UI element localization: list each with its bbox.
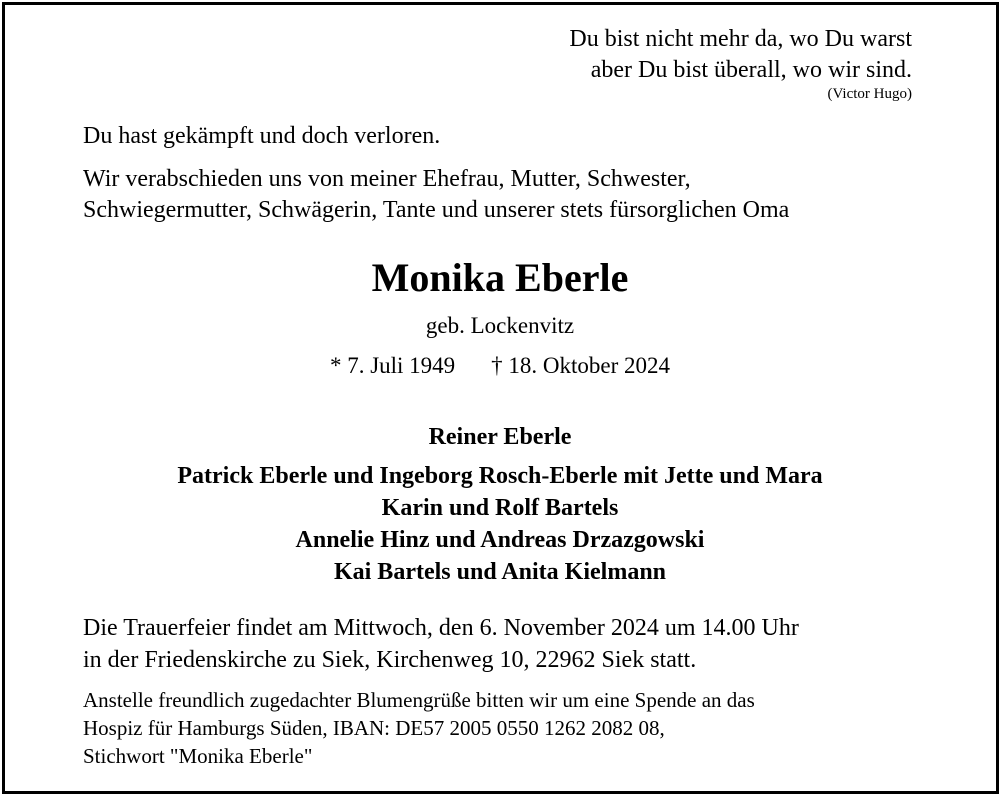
birth-date: * 7. Juli 1949 — [329, 353, 456, 378]
donation-line-2: Hospiz für Hamburgs Süden, IBAN: DE57 2005 0550 1262 2082 08, — [83, 716, 665, 740]
service-line-1: Die Trauerfeier findet am Mittwoch, den 6. November 2024 um 14.00 Uhr — [83, 615, 799, 641]
family-member-1: Reiner Eberle — [428, 424, 572, 450]
quote-author: (Victor Hugo) — [827, 86, 912, 102]
deceased-name: Monika Eberle — [371, 255, 629, 300]
family-member-3: Karin und Rolf Bartels — [381, 495, 619, 521]
service-line-2: in der Friedenskirche zu Siek, Kirchenweg 10, 22962 Siek statt. — [83, 647, 697, 673]
quote-line-1: Du bist nicht mehr da, wo Du warst — [569, 26, 912, 52]
intro-line-3: Schwiegermutter, Schwägerin, Tante und unserer stets fürsorglichen Oma — [83, 197, 790, 223]
maiden-name: geb. Lockenvitz — [425, 313, 575, 338]
intro-line-1: Du hast gekämpft und doch verloren. — [83, 123, 441, 149]
family-member-4: Annelie Hinz und Andreas Drzazgowski — [295, 527, 705, 553]
family-member-2: Patrick Eberle und Ingeborg Rosch-Eberle mit Jette und Mara — [177, 463, 823, 489]
donation-line-1: Anstelle freundlich zugedachter Blumengrüße bitten wir um eine Spende an das — [83, 688, 755, 712]
life-dates — [0, 353, 1000, 379]
death-date: † 18. Oktober 2024 — [491, 353, 671, 378]
donation-line-3: Stichwort "Monika Eberle" — [83, 744, 313, 768]
intro-line-2: Wir verabschieden uns von meiner Ehefrau, Mutter, Schwester, — [83, 166, 691, 192]
family-member-5: Kai Bartels und Anita Kielmann — [333, 559, 667, 585]
quote-line-2: aber Du bist überall, wo wir sind. — [590, 57, 912, 83]
